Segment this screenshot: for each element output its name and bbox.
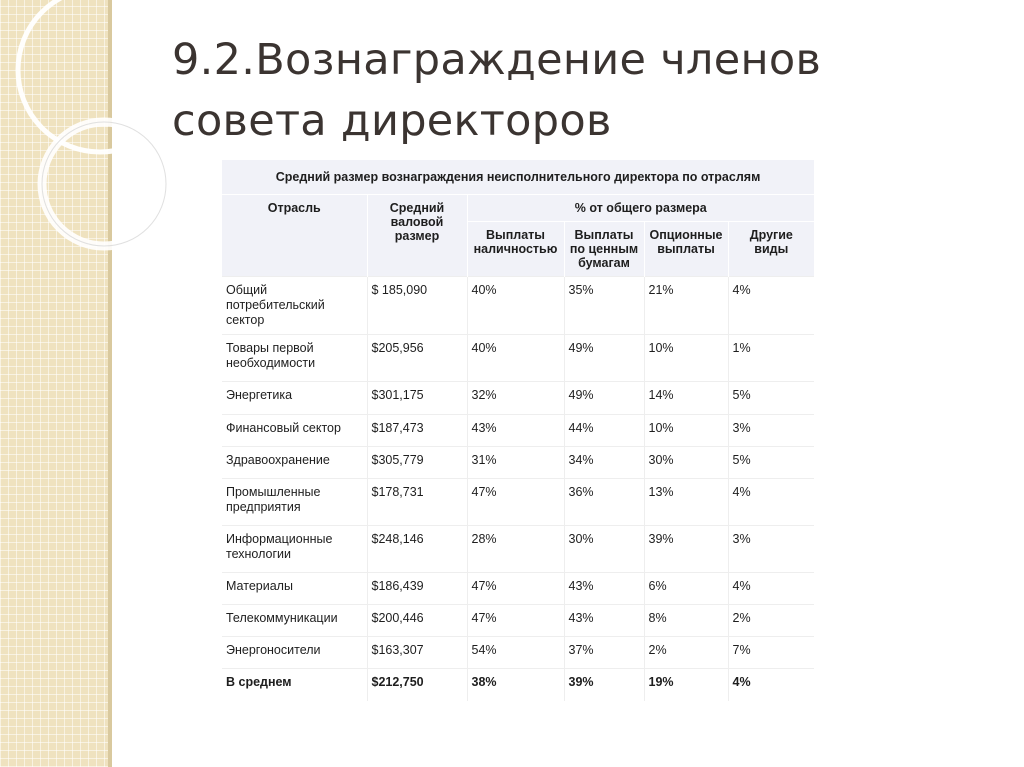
header-securities: Выплаты по ценным бумагам xyxy=(564,222,644,277)
table-row xyxy=(222,637,814,669)
page-title xyxy=(172,30,972,152)
cell-gross: $186,439 xyxy=(367,573,467,605)
table-row xyxy=(222,277,814,335)
cell-gross: $187,473 xyxy=(367,415,467,447)
header-other: Другие виды xyxy=(728,222,814,277)
cell-options: 6% xyxy=(644,573,728,605)
table-row xyxy=(222,526,814,573)
cell-options: 19% xyxy=(644,669,728,701)
table-row xyxy=(222,605,814,637)
cell-other: 3% xyxy=(728,415,814,447)
cell-gross: $163,307 xyxy=(367,637,467,669)
table-row xyxy=(222,447,814,479)
cell-cash: 32% xyxy=(467,382,564,415)
cell-securities: 49% xyxy=(564,382,644,415)
cell-gross: $305,779 xyxy=(367,447,467,479)
cell-securities: 44% xyxy=(564,415,644,447)
table-row xyxy=(222,415,814,447)
cell-industry: В среднем xyxy=(222,669,367,701)
header-options: Опционные выплаты xyxy=(644,222,728,277)
cell-securities: 43% xyxy=(564,573,644,605)
cell-industry: Промышленные предприятия xyxy=(222,479,367,526)
cell-industry: Энергоносители xyxy=(222,637,367,669)
cell-industry: Товары первой необходимости xyxy=(222,335,367,382)
cell-securities: 35% xyxy=(564,277,644,335)
cell-industry: Общий потребительский сектор xyxy=(222,277,367,335)
header-cash: Выплаты наличностью xyxy=(467,222,564,277)
header-gross-size: Средний валовой размер xyxy=(367,195,467,277)
cell-gross: $301,175 xyxy=(367,382,467,415)
decorative-rings xyxy=(0,0,180,260)
cell-other: 7% xyxy=(728,637,814,669)
cell-gross: $178,731 xyxy=(367,479,467,526)
cell-other: 4% xyxy=(728,573,814,605)
header-percent-group: % от общего размера xyxy=(467,195,814,222)
cell-cash: 31% xyxy=(467,447,564,479)
cell-options: 10% xyxy=(644,415,728,447)
cell-options: 21% xyxy=(644,277,728,335)
cell-other: 4% xyxy=(728,669,814,701)
cell-securities: 49% xyxy=(564,335,644,382)
cell-other: 4% xyxy=(728,479,814,526)
cell-securities: 37% xyxy=(564,637,644,669)
cell-options: 14% xyxy=(644,382,728,415)
cell-options: 8% xyxy=(644,605,728,637)
cell-securities: 36% xyxy=(564,479,644,526)
table-row xyxy=(222,573,814,605)
table-caption: Средний размер вознаграждения неисполнительного директора по отраслям xyxy=(222,160,814,195)
cell-industry: Здравоохранение xyxy=(222,447,367,479)
cell-cash: 47% xyxy=(467,573,564,605)
cell-other: 4% xyxy=(728,277,814,335)
cell-gross: $ 185,090 xyxy=(367,277,467,335)
cell-securities: 39% xyxy=(564,669,644,701)
cell-industry: Энергетика xyxy=(222,382,367,415)
header-industry: Отрасль xyxy=(222,195,367,277)
cell-industry: Финансовый сектор xyxy=(222,415,367,447)
title-line-2: совета директоров xyxy=(172,96,612,146)
table-row-average xyxy=(222,669,814,701)
cell-cash: 38% xyxy=(467,669,564,701)
compensation-table xyxy=(222,160,814,701)
cell-industry: Телекоммуникации xyxy=(222,605,367,637)
cell-cash: 40% xyxy=(467,335,564,382)
cell-securities: 30% xyxy=(564,526,644,573)
cell-options: 10% xyxy=(644,335,728,382)
cell-cash: 54% xyxy=(467,637,564,669)
cell-cash: 47% xyxy=(467,605,564,637)
cell-options: 2% xyxy=(644,637,728,669)
cell-other: 5% xyxy=(728,382,814,415)
cell-gross: $200,446 xyxy=(367,605,467,637)
cell-industry: Информационные технологии xyxy=(222,526,367,573)
cell-cash: 40% xyxy=(467,277,564,335)
cell-gross: $248,146 xyxy=(367,526,467,573)
table-body xyxy=(222,277,814,701)
cell-other: 5% xyxy=(728,447,814,479)
cell-securities: 34% xyxy=(564,447,644,479)
cell-cash: 43% xyxy=(467,415,564,447)
title-line-1: 9.2.Вознаграждение членов xyxy=(172,35,822,85)
cell-cash: 28% xyxy=(467,526,564,573)
table-row xyxy=(222,479,814,526)
cell-other: 2% xyxy=(728,605,814,637)
cell-options: 39% xyxy=(644,526,728,573)
cell-securities: 43% xyxy=(564,605,644,637)
cell-other: 1% xyxy=(728,335,814,382)
table-row xyxy=(222,382,814,415)
cell-gross: $212,750 xyxy=(367,669,467,701)
cell-gross: $205,956 xyxy=(367,335,467,382)
cell-other: 3% xyxy=(728,526,814,573)
cell-industry: Материалы xyxy=(222,573,367,605)
table-row xyxy=(222,335,814,382)
cell-options: 13% xyxy=(644,479,728,526)
cell-options: 30% xyxy=(644,447,728,479)
cell-cash: 47% xyxy=(467,479,564,526)
